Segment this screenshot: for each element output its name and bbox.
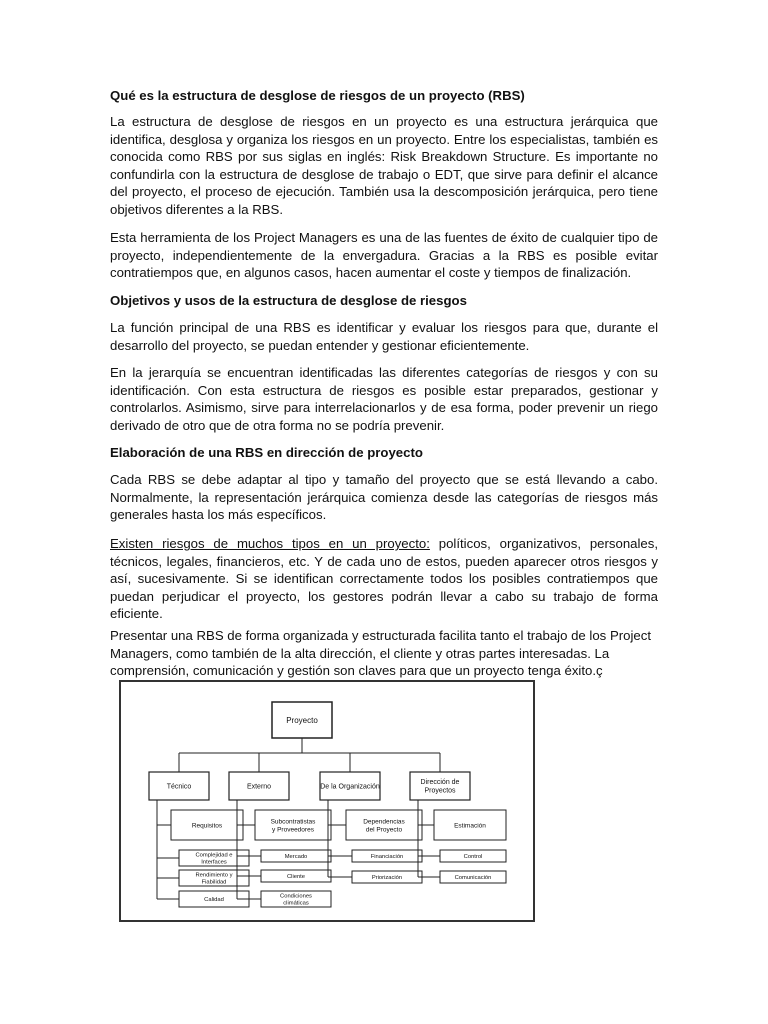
underlined-phrase: Existen riesgos de muchos tipos en un proyecto:	[110, 536, 430, 551]
item-label-0-1: Rendimiento y Fiabilidad	[195, 872, 233, 886]
sub-label-0: Requisitos	[191, 822, 223, 830]
category-label-0: Técnico	[166, 783, 192, 791]
category-label-2: De la Organización	[320, 783, 380, 791]
root-node-label: Proyecto	[286, 715, 318, 725]
rbs-diagram-svg	[121, 682, 533, 920]
item-label-3-1: Comunicación	[454, 875, 492, 882]
paragraph-tool: Esta herramienta de los Project Managers es una de las fuentes de éxito de cualquier tipo de proyecto, independientemente de la envergadura. Gracias a la RBS es posible evitar contratiempos que, en algunos casos, hacen aumentar el coste y tiempos de finalización.	[110, 230, 658, 281]
paragraph-function: La función principal de una RBS es identificar y evaluar los riesgos para que, durante el desarrollo del proyecto, se puedan entender y gestionar eficientemente.	[110, 320, 658, 353]
section-heading-objectives: Objetivos y usos de la estructura de desglose de riesgos	[110, 293, 467, 308]
paragraph-hierarchy: En la jerarquía se encuentran identificadas las diferentes categorías de riesgos y con su identificación. Con esta estructura de riesgos es posible estar preparados, gestionar y controlarlos. Asimismo, sirve para interrelacionarlos y de esa forma, poder prevenir un riego derivado de otro que de otra forma no se podría prevenir.	[110, 365, 658, 433]
item-label-3-0: Control	[463, 854, 483, 861]
paragraph-risk-types-rest: políticos, organizativos, personales, técnicos, legales, financieros, etc. Y de cada uno de estos, pueden aparecer otros riesgos y así, sucesivamente. Si se identifican correctamente todos los posibles contratiempos que puedan perjudicar el proyecto, los gestores podrán llevar a cabo su trabajo de forma eficiente.	[110, 536, 659, 622]
item-label-1-0: Mercado	[284, 854, 308, 861]
category-label-3: Dirección de Proyectos	[420, 779, 460, 795]
paragraph-present: Presentar una RBS de forma organizada y estructurada facilita tanto el trabajo de los Project Managers, como también de la alta dirección, el cliente y otras partes interesadas. La comprensión, comunicación y gestión son claves para que un proyecto tenga éxito.ç	[110, 628, 651, 679]
item-label-1-1: Cliente	[286, 874, 306, 881]
sub-label-2: Dependencias del Proyecto	[363, 818, 405, 834]
rbs-diagram	[119, 680, 535, 922]
category-label-1: Externo	[246, 783, 272, 791]
item-label-1-2: Condiciones climáticas	[280, 893, 312, 907]
item-label-2-1: Priorización	[371, 875, 403, 882]
document-title: Qué es la estructura de desglose de riesgos de un proyecto (RBS)	[110, 88, 525, 103]
paragraph-adapt: Cada RBS se debe adaptar al tipo y tamaño del proyecto que se está llevando a cabo. Normalmente, la representación jerárquica comienza desde las categorías de riesgos más generales hasta los más específicos.	[110, 472, 658, 523]
paragraph-risk-types	[110, 535, 658, 623]
item-label-2-0: Financiación	[370, 854, 404, 861]
section-heading-elaboration: Elaboración de una RBS en dirección de proyecto	[110, 445, 423, 460]
sub-label-1: Subcontratistas y Proveedores	[270, 818, 316, 834]
item-label-0-2: Calidad	[204, 897, 224, 904]
item-label-0-0: Complejidad e Interfaces	[195, 852, 233, 866]
sub-label-3: Estimación	[454, 822, 486, 830]
paragraph-intro: La estructura de desglose de riesgos en un proyecto es una estructura jerárquica que identifica, desglosa y organiza los riesgos en un proyecto. Entre los especialistas, también es conocida como RBS por sus siglas en inglés: Risk Breakdown Structure. Es importante no confundirla con la estructura de desglose de trabajo o EDT, que sirve para definir el alcance del proyecto, el proceso de ejecución. También usa la descomposición jerárquica, pero tiene objetivos diferentes a la RBS.	[110, 114, 658, 217]
